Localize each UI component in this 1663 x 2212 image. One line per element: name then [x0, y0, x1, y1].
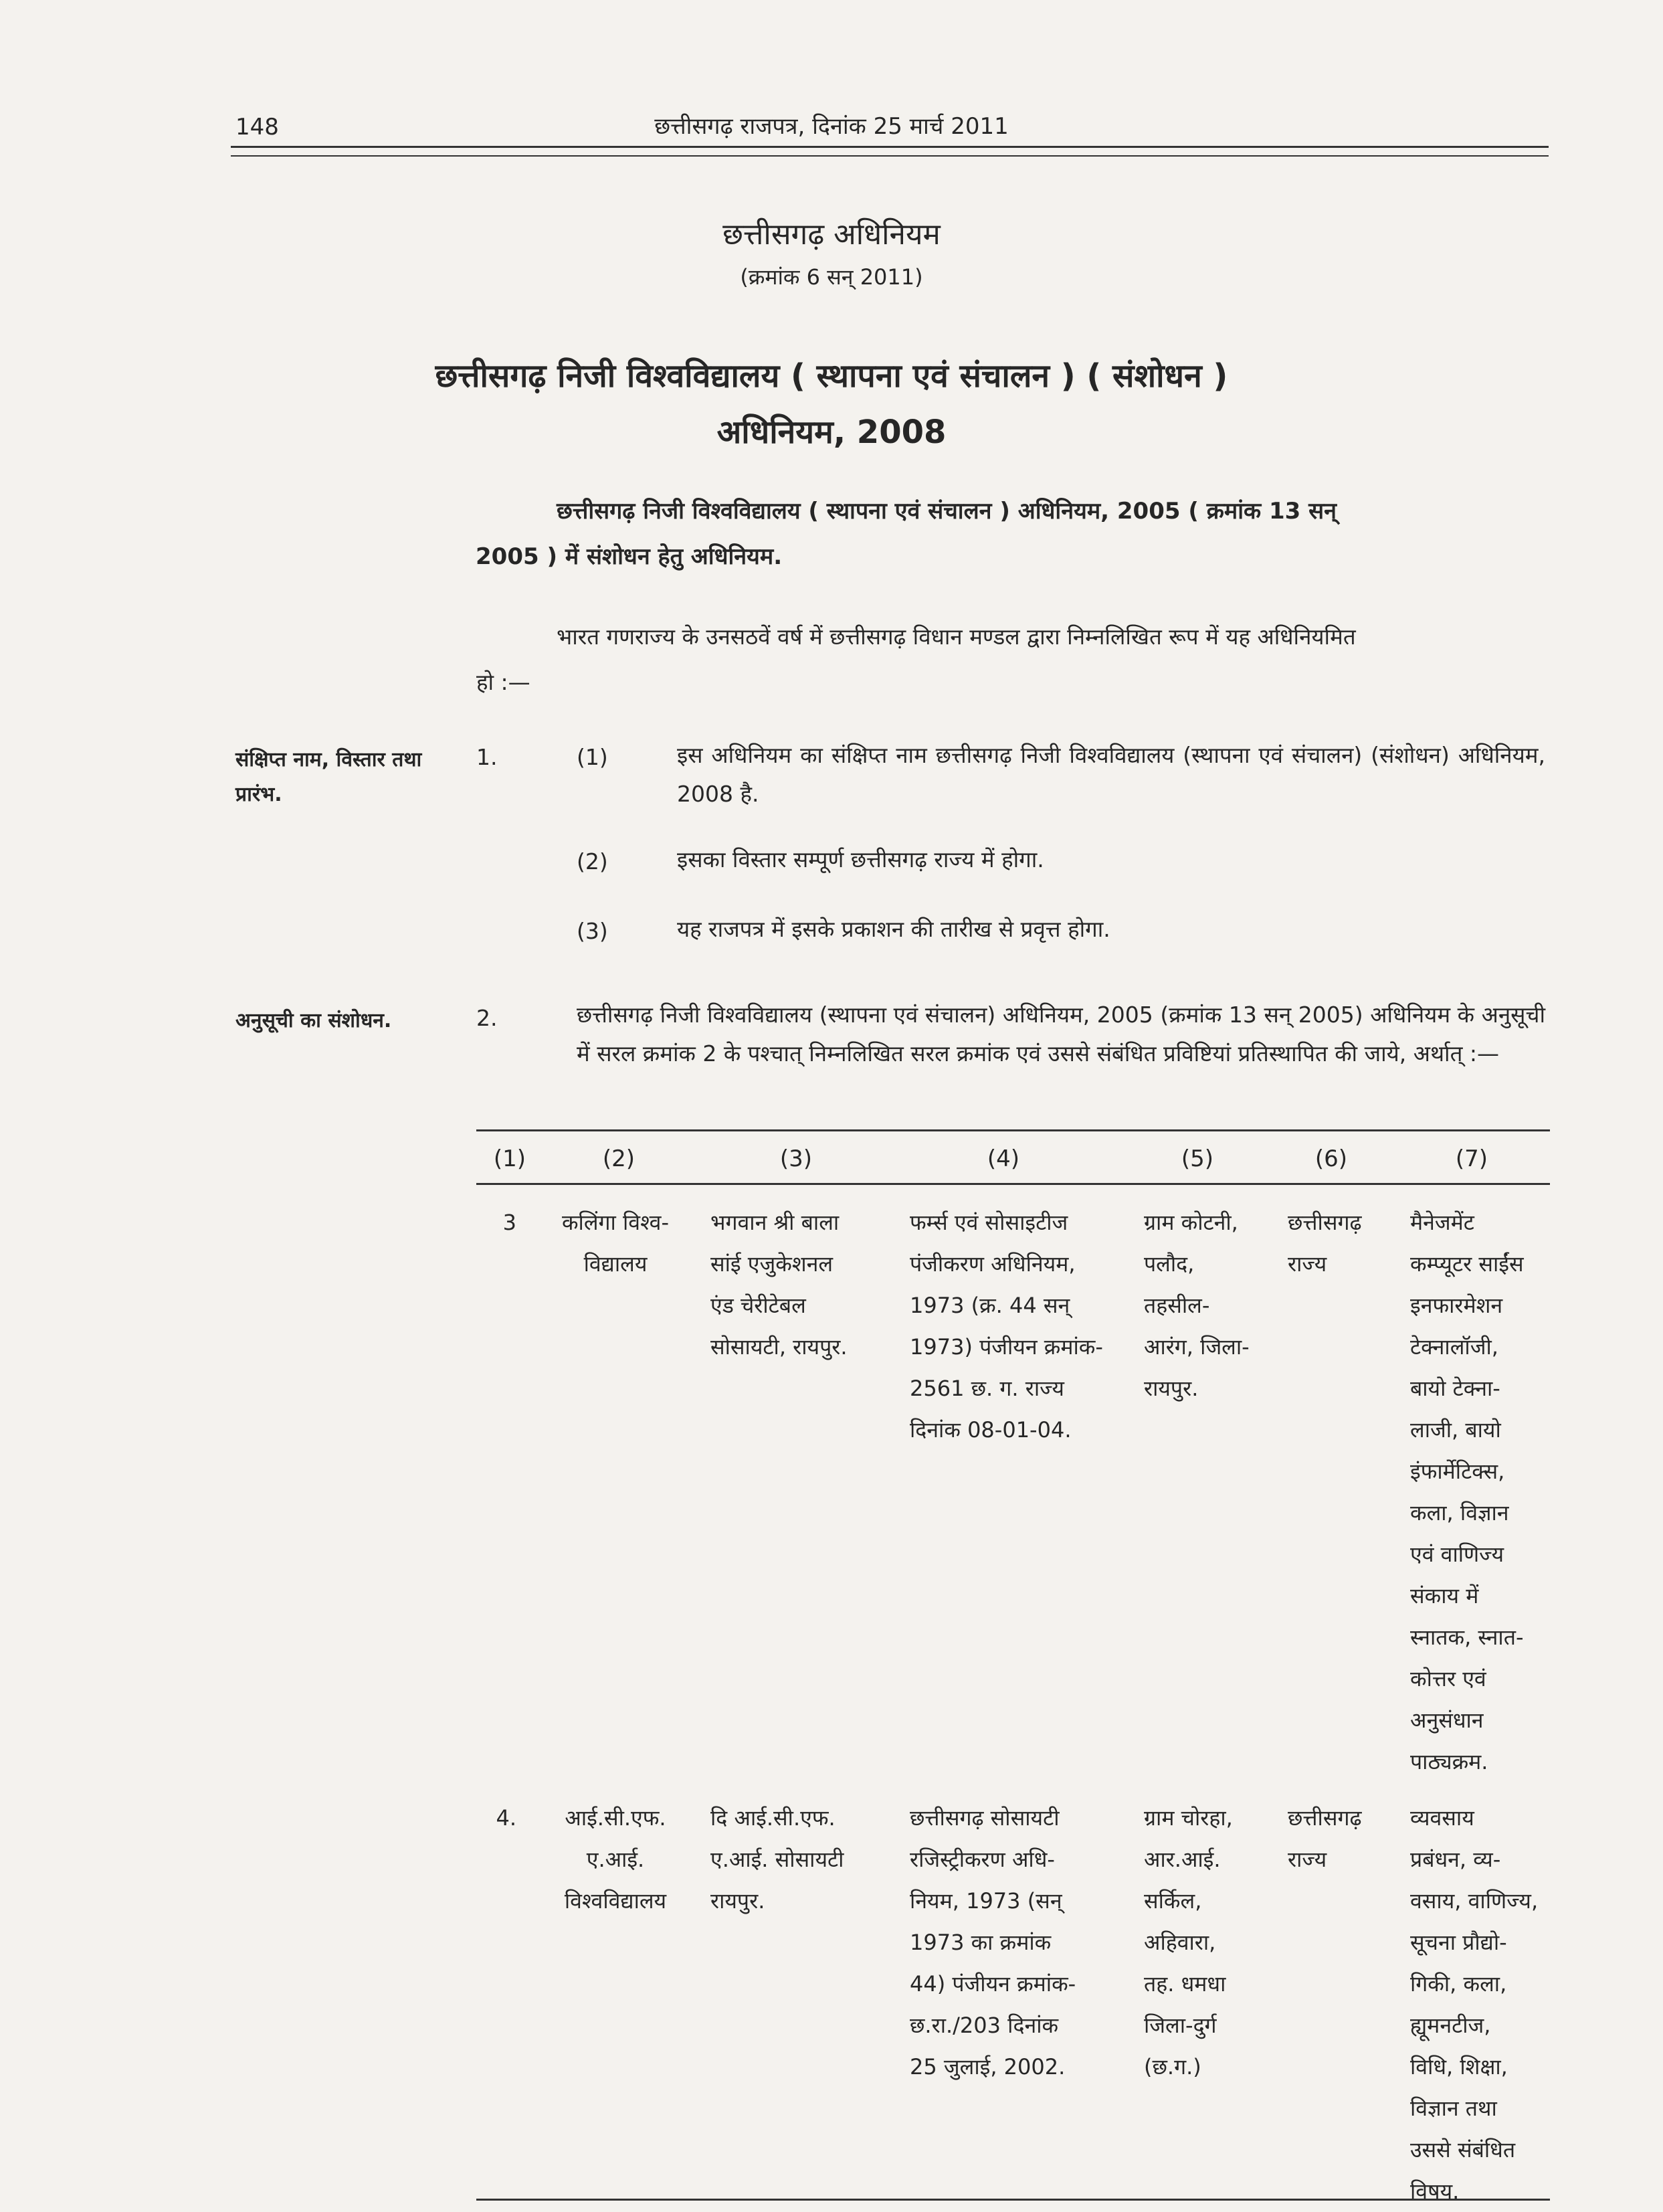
act-heading: छत्तीसगढ़ अधिनियम [722, 217, 941, 252]
preamble-line1: छत्तीसगढ़ निजी विश्वविद्यालय ( स्थापना एवं संचालन ) अधिनियम, 2005 ( क्रमांक 13 सन् [557, 498, 1337, 525]
table-cell-university: कलिंगा विश्व- विद्यालय [561, 1210, 670, 1277]
act-title-line2: अधिनियम, 2008 [716, 413, 947, 451]
table-col-header: (6) [1314, 1145, 1348, 1172]
enact-line2: हो :— [476, 669, 530, 695]
section1-sub2-number: (2) [577, 848, 608, 874]
table-col-header: (2) [602, 1145, 635, 1172]
table-cell-university: आई.सी.एफ. ए.आई. विश्वविद्यालय [564, 1805, 667, 1914]
preamble [476, 488, 1545, 579]
table-rule-top [476, 1129, 1550, 1131]
table-cell-courses: व्यवसाय प्रबंधन, व्य- वसाय, वाणिज्य, सूचना प्रौद्यो- गिकी, कला, ह्यूमनटीज, विधि, शिक्षा, विज्ञान तथा उससे संबंधित विषय. [1410, 1805, 1539, 2204]
table-col-header: (7) [1455, 1145, 1488, 1172]
table-cell-serial: 4. [496, 1805, 516, 1831]
section2-text: छत्तीसगढ़ निजी विश्वविद्यालय (स्थापना एवं संचालन) अधिनियम, 2005 (क्रमांक 13 सन् 2005) अधिनियम के अनुसूची में सरल क्रमांक 2 के पश्चात् निम्नलिखित सरल क्रमांक एवं उससे संबंधित प्रविष्टियां प्रतिस्थापित की जाये, अर्थात् :— [577, 1002, 1545, 1067]
preamble-line2: 2005 ) में संशोधन हेतु अधिनियम. [476, 543, 783, 570]
section1-margin-note: संक्षिप्त नाम, विस्तार तथा प्रारंभ. [235, 748, 422, 806]
section2-number: 2. [476, 1005, 498, 1031]
act-title-line1: छत्तीसगढ़ निजी विश्वविद्यालय ( स्थापना एवं संचालन ) ( संशोधन ) [435, 357, 1228, 395]
section1-sub1-number: (1) [577, 744, 608, 770]
section1-sub1-text: इस अधिनियम का संक्षिप्त नाम छत्तीसगढ़ निजी विश्वविद्यालय (स्थापना एवं संचालन) (संशोधन) अधिनियम, 2008 है. [677, 742, 1545, 807]
table-cell-location: ग्राम चोरहा, आर.आई. सर्किल, अहिवारा, तह. धमधा जिला-दुर्ग (छ.ग.) [1144, 1805, 1233, 2080]
table-col-header: (1) [493, 1145, 526, 1172]
table-cell-society: भगवान श्री बाला सांई एजुकेशनल एंड चेरीटेबल सोसायटी, रायपुर. [710, 1210, 848, 1360]
enact-line1: भारत गणराज्य के उनसठवें वर्ष में छत्तीसगढ़ विधान मण्डल द्वारा निम्नलिखित रूप में यह अधिनियमित [557, 624, 1356, 650]
table-cell-registration: छत्तीसगढ़ सोसायटी रजिस्ट्रीकरण अधि- नियम, 1973 (सन् 1973 का क्रमांक 44) पंजीयन क्रमांक- छ.रा./203 दिनांक 25 जुलाई, 2002. [910, 1805, 1076, 2080]
table-col-header: (3) [779, 1145, 813, 1172]
table-cell-state: छत्तीसगढ़ राज्य [1288, 1210, 1362, 1277]
table-col-header: (4) [987, 1145, 1020, 1172]
table-cell-registration: फर्म्स एवं सोसाइटीज पंजीकरण अधिनियम, 1973 (क्र. 44 सन् 1973) पंजीयन क्रमांक- 2561 छ. ग. राज्य दिनांक 08-01-04. [910, 1210, 1103, 1443]
table-rule-bottom [476, 2199, 1550, 2201]
enacting-formula [476, 614, 1545, 705]
table-cell-state: छत्तीसगढ़ राज्य [1288, 1805, 1362, 1872]
gazette-header: छत्तीसगढ़ राजपत्र, दिनांक 25 मार्च 2011 [654, 113, 1009, 140]
header-rule-bottom [231, 155, 1549, 157]
section1-sub3-number: (3) [577, 918, 608, 944]
section1-sub3-text: यह राजपत्र में इसके प्रकाशन की तारीख से प्रवृत्त होगा. [677, 916, 1110, 942]
section1-sub2-text: इसका विस्तार सम्पूर्ण छत्तीसगढ़ राज्य में होगा. [677, 846, 1044, 872]
table-cell-serial: 3 [502, 1210, 516, 1235]
table-cell-courses: मैनेजमेंट कम्प्यूटर साईंस इनफारमेशन टेक्नालॉजी, बायो टेक्ना- लाजी, बायो इंफार्मेटिक्स, कला, विज्ञान एवं वाणिज्य संकाय में स्नातक, स्नात- कोत्तर एवं अनुसंधान पाठ्यक्रम. [1410, 1210, 1524, 1774]
table-cell-society: दि आई.सी.एफ. ए.आई. सोसायटी रायपुर. [710, 1805, 844, 1914]
act-number: (क्रमांक 6 सन् 2011) [740, 264, 923, 290]
act-title [0, 348, 1663, 460]
table-cell-location: ग्राम कोटनी, पलौद, तहसील- आरंग, जिला- रायपुर. [1144, 1210, 1250, 1401]
table-rule-header [476, 1183, 1550, 1185]
section1-number: 1. [476, 744, 498, 770]
section2-margin-note: अनुसूची का संशोधन. [235, 1009, 392, 1032]
page-number: 148 [235, 114, 279, 141]
table-col-header: (5) [1181, 1145, 1214, 1172]
header-rule-top [231, 146, 1549, 148]
